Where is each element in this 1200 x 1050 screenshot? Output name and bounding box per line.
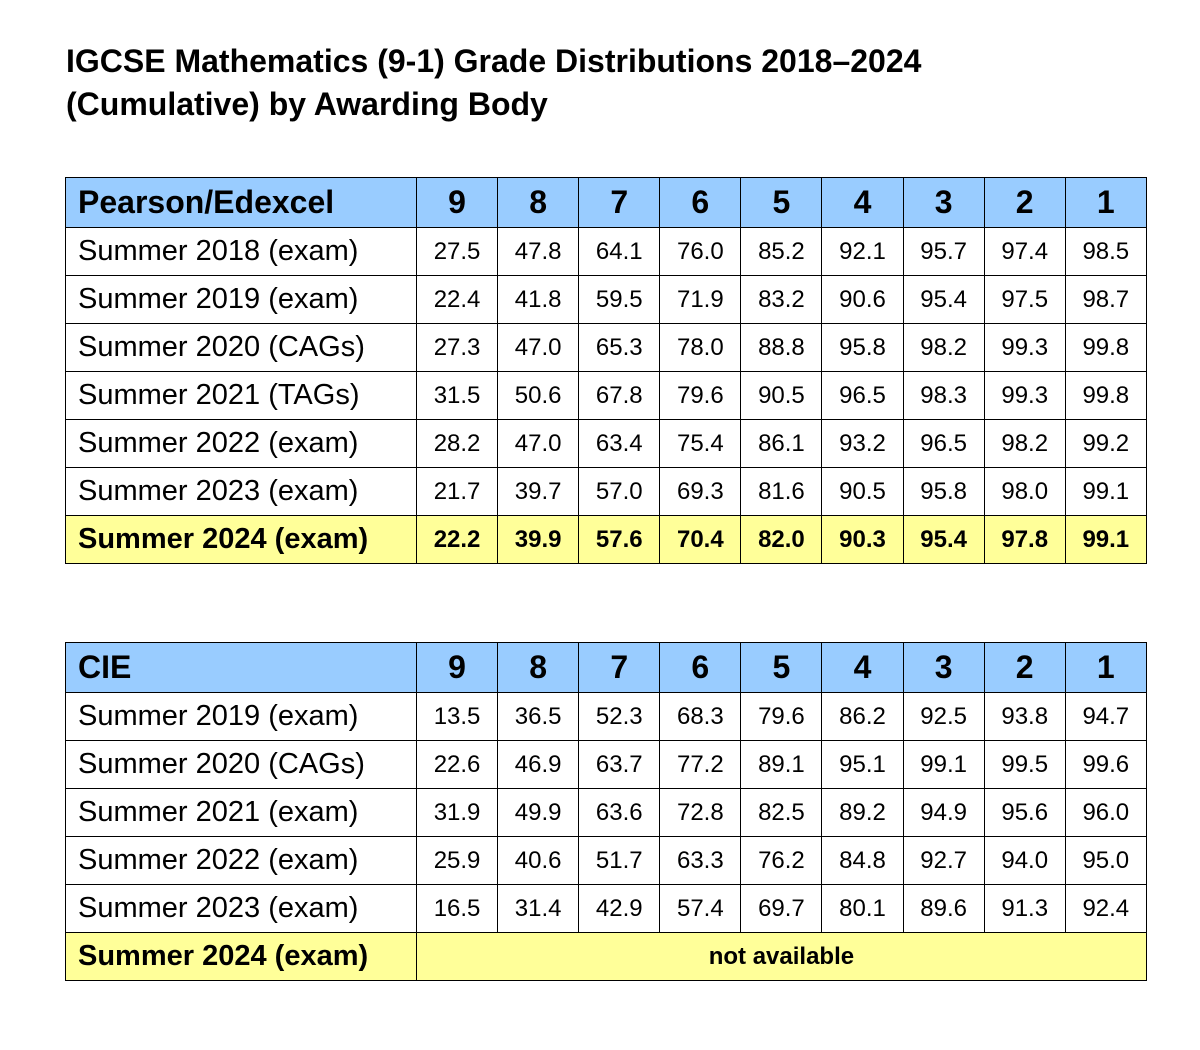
value-cell-grade-3: 96.5 bbox=[903, 420, 984, 468]
row-label: Summer 2024 (exam) bbox=[66, 516, 417, 564]
value-cell-grade-2: 99.3 bbox=[984, 324, 1065, 372]
value-cell-grade-6: 77.2 bbox=[660, 741, 741, 789]
value-cell-grade-6: 71.9 bbox=[660, 276, 741, 324]
row-label: Summer 2023 (exam) bbox=[66, 468, 417, 516]
value-cell-grade-5: 86.1 bbox=[741, 420, 822, 468]
value-cell-grade-6: 57.4 bbox=[660, 885, 741, 933]
value-cell-grade-5: 89.1 bbox=[741, 741, 822, 789]
value-cell-grade-6: 70.4 bbox=[660, 516, 741, 564]
value-cell-grade-3: 92.5 bbox=[903, 693, 984, 741]
value-cell-grade-1: 96.0 bbox=[1065, 789, 1146, 837]
grade-header-3: 3 bbox=[903, 643, 984, 693]
value-cell-grade-8: 47.8 bbox=[498, 228, 579, 276]
grade-header-1: 1 bbox=[1065, 643, 1146, 693]
pearson-edexcel-table bbox=[65, 177, 1147, 564]
value-cell-grade-8: 31.4 bbox=[498, 885, 579, 933]
value-cell-grade-7: 67.8 bbox=[579, 372, 660, 420]
value-cell-grade-9: 21.7 bbox=[417, 468, 498, 516]
value-cell-grade-1: 99.8 bbox=[1065, 324, 1146, 372]
grade-header-1: 1 bbox=[1065, 178, 1146, 228]
value-cell-grade-7: 42.9 bbox=[579, 885, 660, 933]
value-cell-grade-7: 57.0 bbox=[579, 468, 660, 516]
value-cell-grade-7: 52.3 bbox=[579, 693, 660, 741]
value-cell-grade-3: 98.2 bbox=[903, 324, 984, 372]
grade-header-6: 6 bbox=[660, 643, 741, 693]
value-cell-grade-2: 98.0 bbox=[984, 468, 1065, 516]
grade-header-4: 4 bbox=[822, 178, 903, 228]
value-cell-grade-6: 63.3 bbox=[660, 837, 741, 885]
table-row bbox=[66, 837, 1147, 885]
table-row bbox=[66, 789, 1147, 837]
value-cell-grade-7: 51.7 bbox=[579, 837, 660, 885]
grade-header-9: 9 bbox=[417, 178, 498, 228]
row-label: Summer 2024 (exam) bbox=[66, 933, 417, 981]
table-row bbox=[66, 228, 1147, 276]
value-cell-grade-3: 95.7 bbox=[903, 228, 984, 276]
value-cell-grade-4: 92.1 bbox=[822, 228, 903, 276]
table-row bbox=[66, 885, 1147, 933]
value-cell-grade-5: 90.5 bbox=[741, 372, 822, 420]
row-label: Summer 2023 (exam) bbox=[66, 885, 417, 933]
value-cell-grade-8: 39.7 bbox=[498, 468, 579, 516]
value-cell-grade-4: 96.5 bbox=[822, 372, 903, 420]
value-cell-grade-9: 22.6 bbox=[417, 741, 498, 789]
value-cell-grade-2: 91.3 bbox=[984, 885, 1065, 933]
value-cell-grade-1: 95.0 bbox=[1065, 837, 1146, 885]
value-cell-grade-9: 13.5 bbox=[417, 693, 498, 741]
value-cell-grade-9: 25.9 bbox=[417, 837, 498, 885]
value-cell-grade-2: 95.6 bbox=[984, 789, 1065, 837]
value-cell-grade-4: 80.1 bbox=[822, 885, 903, 933]
grade-header-4: 4 bbox=[822, 643, 903, 693]
value-cell-grade-5: 85.2 bbox=[741, 228, 822, 276]
value-cell-grade-7: 64.1 bbox=[579, 228, 660, 276]
value-cell-grade-1: 98.5 bbox=[1065, 228, 1146, 276]
value-cell-grade-5: 88.8 bbox=[741, 324, 822, 372]
value-cell-grade-3: 95.4 bbox=[903, 516, 984, 564]
value-cell-grade-8: 47.0 bbox=[498, 420, 579, 468]
value-cell-grade-3: 98.3 bbox=[903, 372, 984, 420]
value-cell-grade-8: 41.8 bbox=[498, 276, 579, 324]
value-cell-grade-7: 63.6 bbox=[579, 789, 660, 837]
value-cell-grade-5: 76.2 bbox=[741, 837, 822, 885]
value-cell-grade-6: 79.6 bbox=[660, 372, 741, 420]
table-row bbox=[66, 276, 1147, 324]
value-cell-grade-5: 82.5 bbox=[741, 789, 822, 837]
value-cell-grade-5: 82.0 bbox=[741, 516, 822, 564]
value-cell-grade-1: 99.2 bbox=[1065, 420, 1146, 468]
grade-header-5: 5 bbox=[741, 643, 822, 693]
value-cell-grade-9: 31.5 bbox=[417, 372, 498, 420]
value-cell-grade-4: 90.5 bbox=[822, 468, 903, 516]
row-label: Summer 2019 (exam) bbox=[66, 693, 417, 741]
value-cell-grade-6: 75.4 bbox=[660, 420, 741, 468]
value-cell-grade-7: 59.5 bbox=[579, 276, 660, 324]
value-cell-grade-9: 16.5 bbox=[417, 885, 498, 933]
value-cell-grade-5: 83.2 bbox=[741, 276, 822, 324]
value-cell-grade-1: 99.6 bbox=[1065, 741, 1146, 789]
value-cell-grade-4: 86.2 bbox=[822, 693, 903, 741]
value-cell-grade-8: 40.6 bbox=[498, 837, 579, 885]
table-row bbox=[66, 372, 1147, 420]
title-line-1: IGCSE Mathematics (9-1) Grade Distributions 2018–2024 bbox=[66, 43, 922, 79]
value-cell-grade-2: 99.5 bbox=[984, 741, 1065, 789]
value-cell-grade-1: 99.1 bbox=[1065, 516, 1146, 564]
not-available-cell: not available bbox=[417, 933, 1147, 981]
value-cell-grade-2: 97.8 bbox=[984, 516, 1065, 564]
value-cell-grade-8: 47.0 bbox=[498, 324, 579, 372]
value-cell-grade-3: 94.9 bbox=[903, 789, 984, 837]
value-cell-grade-2: 97.5 bbox=[984, 276, 1065, 324]
value-cell-grade-4: 90.3 bbox=[822, 516, 903, 564]
value-cell-grade-9: 22.4 bbox=[417, 276, 498, 324]
value-cell-grade-9: 22.2 bbox=[417, 516, 498, 564]
value-cell-grade-6: 76.0 bbox=[660, 228, 741, 276]
table-row bbox=[66, 420, 1147, 468]
table-row bbox=[66, 933, 1147, 981]
row-label: Summer 2022 (exam) bbox=[66, 420, 417, 468]
row-label: Summer 2022 (exam) bbox=[66, 837, 417, 885]
value-cell-grade-6: 72.8 bbox=[660, 789, 741, 837]
grade-header-2: 2 bbox=[984, 643, 1065, 693]
awarding-body-name: CIE bbox=[66, 643, 417, 693]
value-cell-grade-8: 49.9 bbox=[498, 789, 579, 837]
value-cell-grade-4: 95.8 bbox=[822, 324, 903, 372]
row-label: Summer 2018 (exam) bbox=[66, 228, 417, 276]
value-cell-grade-3: 95.8 bbox=[903, 468, 984, 516]
row-label: Summer 2020 (CAGs) bbox=[66, 324, 417, 372]
value-cell-grade-2: 98.2 bbox=[984, 420, 1065, 468]
row-label: Summer 2019 (exam) bbox=[66, 276, 417, 324]
value-cell-grade-9: 31.9 bbox=[417, 789, 498, 837]
awarding-body-name: Pearson/Edexcel bbox=[66, 178, 417, 228]
value-cell-grade-1: 99.1 bbox=[1065, 468, 1146, 516]
value-cell-grade-3: 99.1 bbox=[903, 741, 984, 789]
table-row bbox=[66, 324, 1147, 372]
grade-header-5: 5 bbox=[741, 178, 822, 228]
value-cell-grade-9: 27.3 bbox=[417, 324, 498, 372]
grade-header-7: 7 bbox=[579, 643, 660, 693]
value-cell-grade-8: 36.5 bbox=[498, 693, 579, 741]
grade-header-9: 9 bbox=[417, 643, 498, 693]
value-cell-grade-6: 69.3 bbox=[660, 468, 741, 516]
value-cell-grade-3: 89.6 bbox=[903, 885, 984, 933]
grade-header-6: 6 bbox=[660, 178, 741, 228]
value-cell-grade-5: 81.6 bbox=[741, 468, 822, 516]
value-cell-grade-1: 92.4 bbox=[1065, 885, 1146, 933]
value-cell-grade-9: 27.5 bbox=[417, 228, 498, 276]
value-cell-grade-4: 93.2 bbox=[822, 420, 903, 468]
value-cell-grade-6: 68.3 bbox=[660, 693, 741, 741]
title-line-2: (Cumulative) by Awarding Body bbox=[66, 86, 548, 122]
value-cell-grade-2: 93.8 bbox=[984, 693, 1065, 741]
value-cell-grade-1: 94.7 bbox=[1065, 693, 1146, 741]
value-cell-grade-8: 46.9 bbox=[498, 741, 579, 789]
cie-table bbox=[65, 642, 1147, 981]
row-label: Summer 2020 (CAGs) bbox=[66, 741, 417, 789]
value-cell-grade-2: 97.4 bbox=[984, 228, 1065, 276]
value-cell-grade-5: 79.6 bbox=[741, 693, 822, 741]
value-cell-grade-7: 63.4 bbox=[579, 420, 660, 468]
value-cell-grade-4: 95.1 bbox=[822, 741, 903, 789]
table-row bbox=[66, 693, 1147, 741]
grade-header-8: 8 bbox=[498, 643, 579, 693]
value-cell-grade-2: 94.0 bbox=[984, 837, 1065, 885]
grade-header-7: 7 bbox=[579, 178, 660, 228]
table-row bbox=[66, 468, 1147, 516]
value-cell-grade-4: 89.2 bbox=[822, 789, 903, 837]
value-cell-grade-1: 98.7 bbox=[1065, 276, 1146, 324]
table-header-row bbox=[66, 643, 1147, 693]
value-cell-grade-5: 69.7 bbox=[741, 885, 822, 933]
grade-header-2: 2 bbox=[984, 178, 1065, 228]
value-cell-grade-7: 57.6 bbox=[579, 516, 660, 564]
value-cell-grade-4: 84.8 bbox=[822, 837, 903, 885]
table-header-row bbox=[66, 178, 1147, 228]
table-row bbox=[66, 741, 1147, 789]
value-cell-grade-8: 50.6 bbox=[498, 372, 579, 420]
page-title bbox=[66, 40, 1166, 126]
value-cell-grade-2: 99.3 bbox=[984, 372, 1065, 420]
grade-header-8: 8 bbox=[498, 178, 579, 228]
value-cell-grade-4: 90.6 bbox=[822, 276, 903, 324]
value-cell-grade-6: 78.0 bbox=[660, 324, 741, 372]
value-cell-grade-8: 39.9 bbox=[498, 516, 579, 564]
row-label: Summer 2021 (exam) bbox=[66, 789, 417, 837]
value-cell-grade-3: 92.7 bbox=[903, 837, 984, 885]
value-cell-grade-3: 95.4 bbox=[903, 276, 984, 324]
grade-header-3: 3 bbox=[903, 178, 984, 228]
value-cell-grade-7: 65.3 bbox=[579, 324, 660, 372]
value-cell-grade-9: 28.2 bbox=[417, 420, 498, 468]
value-cell-grade-7: 63.7 bbox=[579, 741, 660, 789]
row-label: Summer 2021 (TAGs) bbox=[66, 372, 417, 420]
table-row bbox=[66, 516, 1147, 564]
value-cell-grade-1: 99.8 bbox=[1065, 372, 1146, 420]
